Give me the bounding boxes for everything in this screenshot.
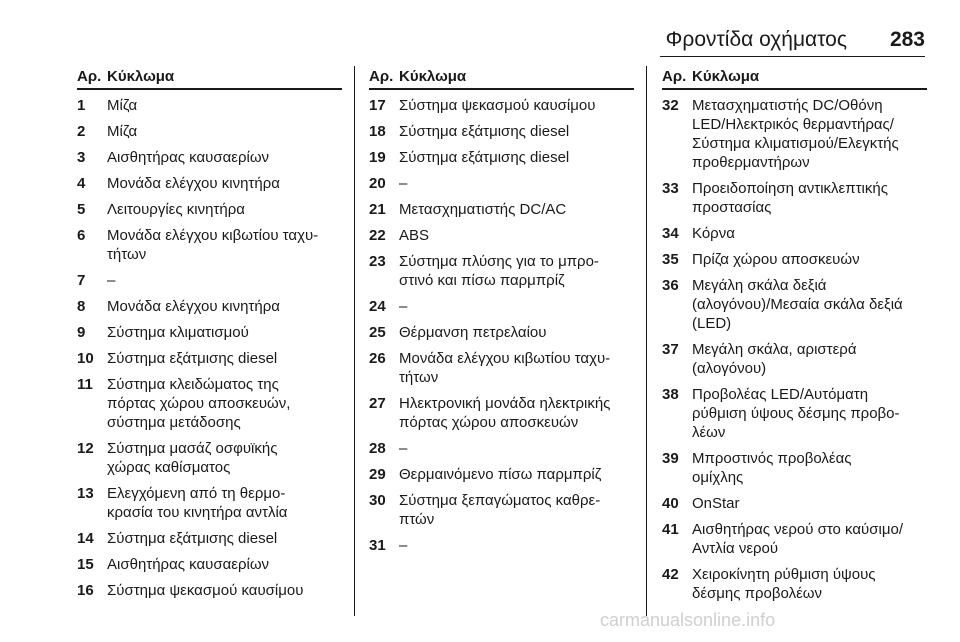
- circuit-name: Σύστημα πλύσης για το μπρο- στινό και πίσω παρμπρίζ: [399, 253, 599, 289]
- header-number-label: Αρ.: [369, 68, 394, 85]
- fuse-number: 21: [369, 201, 386, 218]
- table-row: [77, 148, 342, 167]
- circuit-name: Μεγάλη σκάλα δεξιά (αλογόνου)/Μεσαία σκάλα δεξιά (LED): [692, 277, 903, 332]
- table-row: [369, 349, 634, 387]
- column-header: [369, 66, 634, 90]
- table-row: [77, 200, 342, 219]
- circuit-name: Μίζα: [107, 123, 138, 140]
- circuit-name: Σύστημα ψεκασμού καυσίμου: [399, 97, 596, 114]
- circuit-name: Σύστημα κλιματισμού: [107, 324, 249, 341]
- table-row: [662, 96, 927, 172]
- circuit-name: Σύστημα εξάτμισης diesel: [107, 350, 278, 367]
- table-row: [369, 297, 634, 316]
- fuse-number: 32: [662, 97, 679, 114]
- fuse-number: 29: [369, 466, 386, 483]
- table-row: [662, 340, 927, 378]
- table-row: [369, 252, 634, 290]
- table-row: [662, 520, 927, 558]
- fuse-number: 25: [369, 324, 386, 341]
- table-row: [662, 179, 927, 217]
- fuse-number: 10: [77, 350, 94, 367]
- fuse-number: 3: [77, 149, 86, 166]
- fuse-number: 15: [77, 556, 94, 573]
- fuse-number: 41: [662, 521, 679, 538]
- fuse-number: 22: [369, 227, 386, 244]
- circuit-name: Προβολέας LED/Αυτόματη ρύθμιση ύψους δέσμης προβο- λέων: [692, 386, 900, 441]
- fuse-number: 2: [77, 123, 86, 140]
- circuit-name: Ελεγχόμενη από τη θερμο- κρασία του κινητήρα αντλία: [107, 485, 288, 521]
- fuse-number: 40: [662, 495, 679, 512]
- fuse-column-3: [662, 66, 927, 610]
- circuit-name: Μετασχηματιστής DC/AC: [399, 201, 567, 218]
- fuse-number: 6: [77, 227, 86, 244]
- table-row: [662, 449, 927, 487]
- header-number-label: Αρ.: [77, 68, 102, 85]
- header-circuit-label: Κύκλωμα: [399, 68, 467, 85]
- fuse-number: 36: [662, 277, 679, 294]
- table-row: [77, 349, 342, 368]
- circuit-name: Χειροκίνητη ρύθμιση ύψους δέσμης προβολέων: [692, 566, 876, 602]
- fuse-column-1: [77, 66, 342, 607]
- table-row: [369, 226, 634, 245]
- circuit-name: Σύστημα εξάτμισης diesel: [107, 530, 278, 547]
- fuse-number: 31: [369, 537, 386, 554]
- table-row: [77, 297, 342, 316]
- fuse-number: 16: [77, 582, 94, 599]
- fuse-number: 37: [662, 341, 679, 358]
- page-number: 283: [889, 28, 925, 51]
- circuit-name: Μπροστινός προβολέας ομίχλης: [692, 450, 852, 486]
- fuse-number: 14: [77, 530, 94, 547]
- fuse-number: 11: [77, 376, 93, 393]
- fuse-number: 24: [369, 298, 386, 315]
- table-row: [77, 529, 342, 548]
- fuse-number: 39: [662, 450, 679, 467]
- header-circuit-label: Κύκλωμα: [107, 68, 175, 85]
- fuse-number: 42: [662, 566, 679, 583]
- table-row: [369, 200, 634, 219]
- fuse-number: 4: [77, 175, 86, 192]
- table-row: [662, 385, 927, 442]
- table-row: [77, 174, 342, 193]
- page-header: [660, 28, 925, 56]
- fuse-number: 26: [369, 350, 386, 367]
- fuse-number: 35: [662, 251, 679, 268]
- circuit-name: Σύστημα εξάτμισης diesel: [399, 149, 570, 166]
- watermark: carmanualsonline.info: [600, 610, 776, 630]
- fuse-number: 12: [77, 440, 94, 457]
- table-row: [662, 276, 927, 333]
- table-row: [369, 465, 634, 484]
- table-row: [77, 555, 342, 574]
- circuit-name: Μετασχηματιστής DC/Οθόνη LED/Ηλεκτρικός θερμαντήρας/ Σύστημα κλιματισμού/Ελεγκτής προθερμαντήρων: [692, 97, 899, 171]
- circuit-name: –: [399, 298, 408, 315]
- fuse-column-2: [369, 66, 634, 562]
- circuit-name: OnStar: [692, 495, 740, 512]
- circuit-name: Μεγάλη σκάλα, αριστερά (αλογόνου): [692, 341, 857, 377]
- table-row: [77, 96, 342, 115]
- table-row: [77, 271, 342, 290]
- circuit-name: Μονάδα ελέγχου κινητήρα: [107, 175, 280, 192]
- header-circuit-label: Κύκλωμα: [692, 68, 760, 85]
- circuit-name: Μονάδα ελέγχου κιβωτίου ταχυ- τήτων: [399, 350, 611, 386]
- header-number-label: Αρ.: [662, 68, 687, 85]
- table-row: [77, 375, 342, 432]
- table-row: [369, 174, 634, 193]
- circuit-name: Θέρμανση πετρελαίου: [399, 324, 547, 341]
- column-header: [662, 66, 927, 90]
- circuit-name: Αισθητήρας καυσαερίων: [107, 556, 270, 573]
- fuse-number: 18: [369, 123, 386, 140]
- table-row: [369, 394, 634, 432]
- circuit-name: Πρίζα χώρου αποσκευών: [692, 251, 860, 268]
- page-title: Φροντίδα οχήματος: [665, 28, 847, 51]
- circuit-name: ABS: [399, 227, 430, 244]
- table-row: [662, 250, 927, 269]
- fuse-number: 19: [369, 149, 386, 166]
- fuse-number: 23: [369, 253, 386, 270]
- header-rule: [660, 56, 925, 57]
- fuse-number: 7: [77, 272, 86, 289]
- table-row: [369, 491, 634, 529]
- circuit-name: –: [107, 272, 116, 289]
- fuse-number: 8: [77, 298, 86, 315]
- table-row: [369, 96, 634, 115]
- circuit-name: Σύστημα εξάτμισης diesel: [399, 123, 570, 140]
- table-row: [662, 494, 927, 513]
- table-row: [662, 224, 927, 243]
- circuit-name: Κόρνα: [692, 225, 735, 242]
- table-row: [77, 439, 342, 477]
- fuse-number: 34: [662, 225, 679, 242]
- fuse-number: 9: [77, 324, 86, 341]
- table-row: [369, 122, 634, 141]
- column-divider: [354, 66, 355, 616]
- fuse-number: 38: [662, 386, 679, 403]
- circuit-name: –: [399, 175, 408, 192]
- circuit-name: Σύστημα ψεκασμού καυσίμου: [107, 582, 304, 599]
- circuit-name: Θερμαινόμενο πίσω παρμπρίζ: [399, 466, 602, 483]
- table-row: [662, 565, 927, 603]
- circuit-name: Σύστημα κλειδώματος της πόρτας χώρου αποσκευών, σύστημα μετάδοσης: [107, 376, 291, 431]
- table-row: [77, 581, 342, 600]
- fuse-number: 30: [369, 492, 386, 509]
- fuse-number: 5: [77, 201, 86, 218]
- fuse-number: 13: [77, 485, 94, 502]
- circuit-name: Σύστημα μασάζ οσφυϊκής χώρας καθίσματος: [107, 440, 278, 476]
- table-row: [369, 323, 634, 342]
- circuit-name: Λειτουργίες κινητήρα: [107, 201, 245, 218]
- circuit-name: Σύστημα ξεπαγώματος καθρε- πτών: [399, 492, 601, 528]
- table-row: [369, 536, 634, 555]
- table-row: [77, 323, 342, 342]
- circuit-name: –: [399, 440, 408, 457]
- fuse-number: 33: [662, 180, 679, 197]
- column-header: [77, 66, 342, 90]
- circuit-name: Προειδοποίηση αντικλεπτικής προστασίας: [692, 180, 888, 216]
- table-row: [369, 439, 634, 458]
- circuit-name: –: [399, 537, 408, 554]
- table-row: [77, 122, 342, 141]
- circuit-name: Ηλεκτρονική μονάδα ηλεκτρικής πόρτας χώρου αποσκευών: [399, 395, 611, 431]
- table-row: [77, 226, 342, 264]
- fuse-number: 17: [369, 97, 386, 114]
- circuit-name: Μονάδα ελέγχου κινητήρα: [107, 298, 280, 315]
- circuit-name: Αισθητήρας καυσαερίων: [107, 149, 270, 166]
- circuit-name: Μίζα: [107, 97, 138, 114]
- fuse-number: 1: [77, 97, 86, 114]
- column-divider: [646, 66, 647, 616]
- circuit-name: Αισθητήρας νερού στο καύσιμο/ Αντλία νερού: [692, 521, 903, 557]
- table-row: [369, 148, 634, 167]
- table-row: [77, 484, 342, 522]
- fuse-number: 27: [369, 395, 386, 412]
- fuse-number: 20: [369, 175, 386, 192]
- circuit-name: Μονάδα ελέγχου κιβωτίου ταχυ- τήτων: [107, 227, 319, 263]
- fuse-number: 28: [369, 440, 386, 457]
